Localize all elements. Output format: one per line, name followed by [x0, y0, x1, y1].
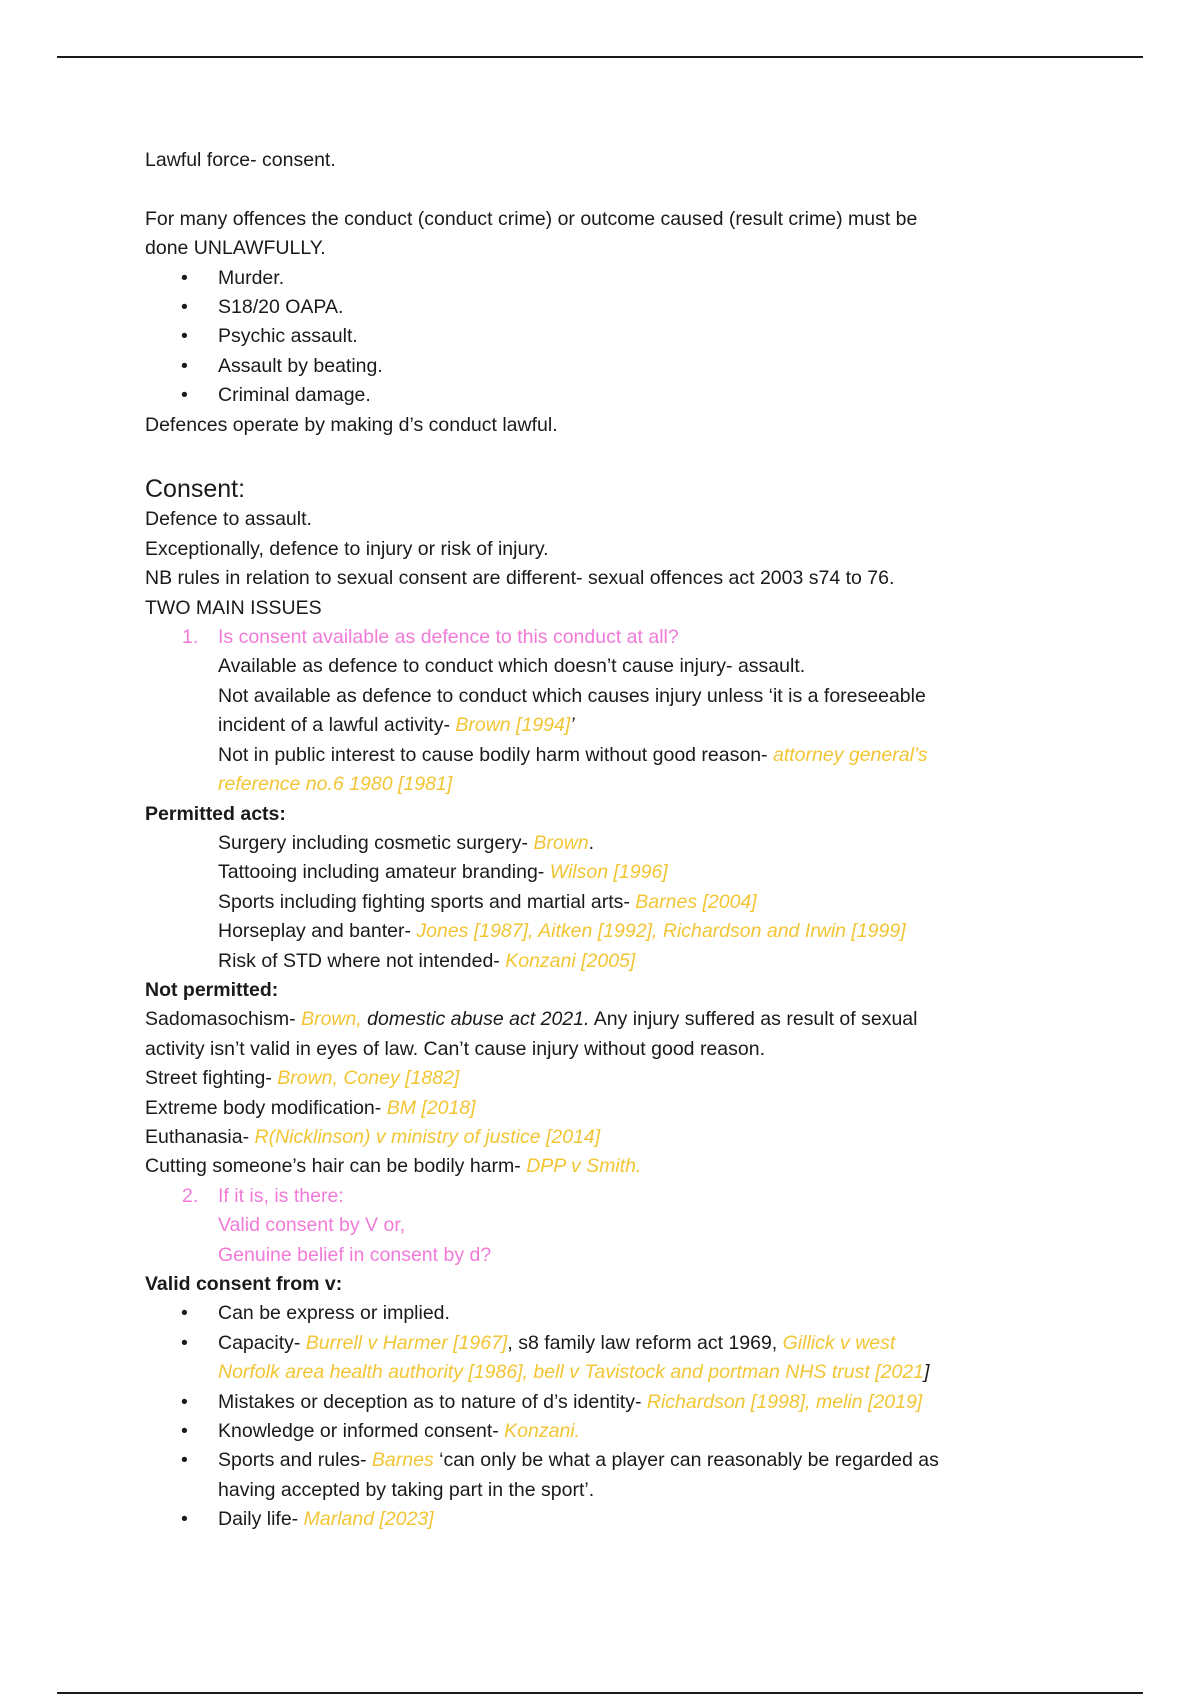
text-span: . [588, 831, 595, 854]
text-span: , s8 family law reform act 1969, [507, 1331, 783, 1354]
text-span: Sports including fighting sports and martial arts- [218, 890, 636, 913]
case-citation: Gillick v west [782, 1331, 896, 1354]
issue-2-number: 2. [182, 1184, 199, 1207]
footer-rule [57, 1692, 1143, 1694]
not-permitted-heading: Not permitted: [145, 978, 279, 1001]
case-citation: Brown [1994] [455, 714, 571, 737]
not-permitted-item [145, 1152, 1045, 1181]
document-body [145, 146, 1045, 1535]
text-span: Euthanasia- [145, 1125, 255, 1148]
offence-item: • Assault by beating. [145, 352, 1045, 381]
not-permitted-item [145, 1094, 1045, 1123]
text-span: Sadomasochism- [145, 1008, 302, 1031]
case-citation: reference no.6 1980 [1981] [218, 773, 453, 796]
case-citation: Jones [1987], Aitken [1992], Richardson and Irwin [1999] [416, 920, 906, 943]
case-citation: Brown [533, 831, 589, 854]
case-citation: Brown, Coney [1882] [277, 1067, 460, 1090]
offence-item: • Murder. [145, 264, 1045, 293]
issue-1-text: Is consent available as defence to this conduct at all? [218, 626, 679, 649]
issue-1-number: 1. [182, 626, 199, 649]
case-citation: Barnes [371, 1449, 434, 1472]
text-span: Daily life- [218, 1508, 304, 1531]
intro-line-2: done UNLAWFULLY. [145, 237, 326, 260]
header-rule [57, 56, 1143, 58]
valid-item [145, 1388, 1045, 1417]
valid-item [145, 1417, 1045, 1446]
offence-item: • S18/20 OAPA. [145, 293, 1045, 322]
text-span: Tattooing including amateur branding- [218, 861, 550, 884]
text-span: Knowledge or informed consent- [218, 1420, 505, 1443]
defences-line: Defences operate by making d’s conduct lawful. [145, 413, 558, 436]
permitted-item [145, 917, 1045, 946]
case-citation: Marland [2023] [303, 1508, 434, 1531]
case-citation: Brown, [301, 1008, 368, 1031]
text-span: Mistakes or deception as to nature of d’s identity- [218, 1390, 647, 1413]
issue-1-answer-3 [145, 711, 1045, 740]
issue-1-answer-1: Available as defence to conduct which doesn’t cause injury- assault. [218, 655, 806, 678]
sadomasochism-line-2: activity isn’t valid in eyes of law. Can’t cause injury without good reason. [145, 1037, 765, 1060]
two-main-issues: TWO MAIN ISSUES [145, 596, 322, 619]
valid-item [145, 1446, 1045, 1475]
intro-line-1: For many offences the conduct (conduct crime) or outcome caused (result crime) must be [145, 207, 918, 230]
valid-item-continuation: having accepted by taking part in the sport’. [218, 1478, 595, 1501]
case-citation: attorney general’s [772, 743, 928, 766]
text-span: incident of a lawful activity- [218, 714, 456, 737]
valid-item: • Can be express or implied. [145, 1299, 1045, 1328]
case-citation: Norfolk area health authority [1986], bell v Tavistock and portman NHS trust [2021 [218, 1361, 924, 1384]
text-span: ‘can only be what a player can reasonably be regarded as [433, 1449, 939, 1472]
doc-title: Lawful force- consent. [145, 149, 336, 171]
permitted-item [145, 829, 1045, 858]
valid-item-continuation [145, 1358, 1045, 1387]
offence-item: • Psychic assault. [145, 322, 1045, 351]
case-citation: Konzani [2005] [505, 949, 636, 972]
text-span: Street fighting- [145, 1067, 278, 1090]
issue-2-text: If it is, is there: [218, 1184, 344, 1207]
permitted-item [145, 888, 1045, 917]
case-citation: Burrell v Harmer [1967] [305, 1331, 508, 1354]
case-citation: Wilson [1996] [549, 861, 668, 884]
text-span: ’ [570, 714, 575, 737]
text-span: Any injury suffered as result of sexual [589, 1008, 918, 1031]
text-span: Extreme body modification- [145, 1096, 387, 1119]
valid-consent-heading: Valid consent from v: [145, 1273, 343, 1295]
case-citation: R(Nicklinson) v ministry of justice [2014] [254, 1125, 601, 1148]
text-span: Sports and rules- [218, 1449, 372, 1472]
case-citation: Richardson [1998], melin [2019] [646, 1390, 923, 1413]
text-span: Surgery including cosmetic surgery- [218, 831, 534, 854]
text-span: Horseplay and banter- [218, 920, 417, 943]
consent-line-3: NB rules in relation to sexual consent are different- sexual offences act 2003 s74 to 76. [145, 567, 895, 590]
not-permitted-item [145, 1123, 1045, 1152]
sadomasochism-line [145, 1005, 1045, 1034]
issue-2-answer-1: Valid consent by V or, [218, 1214, 406, 1237]
offence-item: • Criminal damage. [145, 381, 1045, 410]
issue-1-question [145, 623, 1045, 652]
issue-2-question [145, 1182, 1045, 1211]
consent-line-2: Exceptionally, defence to injury or risk of injury. [145, 537, 549, 560]
text-span: Not in public interest to cause bodily harm without good reason- [218, 743, 773, 766]
case-citation: DPP v Smith. [526, 1155, 642, 1178]
consent-line-1: Defence to assault. [145, 508, 312, 531]
not-permitted-item [145, 1064, 1045, 1093]
statute-reference: domestic abuse act 2021. [367, 1008, 590, 1031]
case-citation: Konzani. [504, 1420, 581, 1443]
issue-1-answer-2: Not available as defence to conduct which causes injury unless ‘it is a foreseeable [218, 684, 926, 707]
permitted-item [145, 947, 1045, 976]
text-span: Cutting someone’s hair can be bodily harm- [145, 1155, 527, 1178]
permitted-heading: Permitted acts: [145, 802, 286, 825]
issue-2-answer-2: Genuine belief in consent by d? [218, 1243, 492, 1266]
issue-1-answer-5 [145, 770, 1045, 799]
valid-item [145, 1505, 1045, 1534]
case-citation: BM [2018] [386, 1096, 476, 1119]
case-citation: Barnes [2004] [635, 890, 757, 913]
text-span: Risk of STD where not intended- [218, 949, 506, 972]
text-span: ] [924, 1361, 930, 1384]
valid-item [145, 1329, 1045, 1358]
text-span: Capacity- [218, 1331, 306, 1354]
consent-heading: Consent: [145, 475, 246, 504]
permitted-item [145, 858, 1045, 887]
issue-1-answer-4 [145, 741, 1045, 770]
